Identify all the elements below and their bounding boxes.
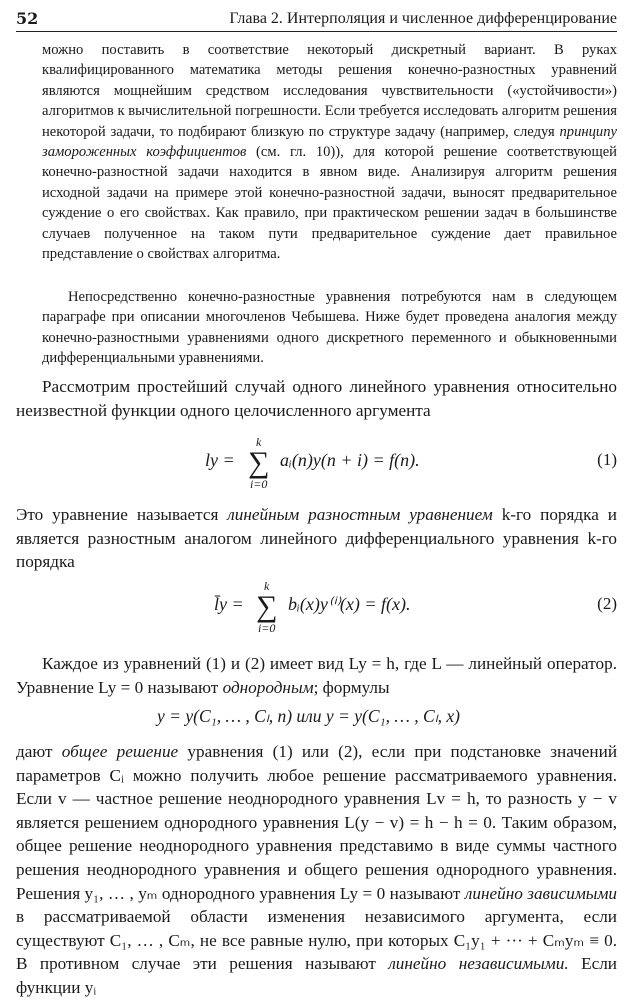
equation-text: y = y(C₁, … , Cₗ, n) или y = y(C₁, … , Cₗ, x): [157, 706, 460, 726]
page-header: [16, 8, 617, 32]
equation-rhs: bᵢ(x)y⁽ⁱ⁾(x) = f(x).: [288, 594, 411, 614]
paragraph-intro: [16, 375, 617, 422]
sum-lower-limit: i=0: [249, 477, 268, 491]
small-paragraph-2: [42, 287, 617, 369]
text-run: дают: [16, 742, 53, 761]
equation-general-solution: [0, 706, 617, 727]
equation-2: [0, 580, 617, 640]
equation-lhs: l̄y =: [214, 594, 244, 614]
text-run: Рассмотрим простейший случай одного линейного уравнения относительно неизвестной функции одного целочисленного аргумента: [16, 377, 617, 420]
equation-1: [0, 436, 617, 496]
text-run: Каждое из уравнений (1) и (2) имеет вид Ly = h, где L — линейный оператор. Уравнение Ly = 0 называют: [16, 654, 617, 697]
equation-number: (1): [597, 450, 617, 469]
sum-upper-limit: k: [256, 435, 262, 449]
text-run: Непосредственно конечно-разностные уравнения потребуются нам в следующем параграфе при описании многочленов Чебышева. Ниже будет проведена аналогия между конечно-разностными уравнениями одного дискретного переменного и обыкновенными дифференциальными уравнениями.: [42, 289, 617, 367]
italic-term: общее решение: [61, 742, 179, 761]
text-run: ; формулы: [313, 677, 390, 697]
italic-term: принципу замороженных коэффициентов: [42, 123, 617, 161]
paragraph-definition: [16, 503, 617, 574]
small-paragraph-1: [42, 40, 617, 264]
summation-symbol: k ∑ i=0: [248, 435, 270, 491]
sum-lower-limit: i=0: [257, 621, 276, 635]
text-run: уравнения (1) или (2), если при подстановке значений параметров Cᵢ можно получить любое решение рассматриваемого уравнения. Если v — частное решение неоднородного уравнения Lv = h, то разность y − v является решением однородного уравнения L(y − v) = h − h = 0. Таким образом, общее решение неоднородного уравнения представимо в виде суммы частного решения неоднородного уравнения и общего решения однородного уравнения. Решения y₁, … , yₘ однородного уравнения Ly = 0 называют: [16, 742, 618, 903]
equation-lhs: ly =: [205, 450, 235, 470]
italic-term: линейно зависимыми: [464, 883, 618, 903]
italic-term: линейным разностным уравнением: [227, 505, 493, 524]
paragraph-operator: [16, 652, 617, 699]
italic-term: однородным: [222, 677, 314, 697]
running-title: Глава 2. Интерполяция и численное дифференцирование: [229, 10, 617, 27]
equation-number: (2): [597, 594, 617, 613]
text-run: Это уравнение называется: [16, 505, 219, 524]
sum-upper-limit: k: [264, 579, 270, 593]
equation-rhs: aᵢ(n)y(n + i) = f(n).: [280, 450, 420, 470]
text-run: можно поставить в соответствие некоторый дискретный вариант. В руках квалифицированного математика методы решения конечно-разностных уравнений являются мощнейшим средством исследования чувствительности («устойчивости») алгоритмов к вычислительной погрешности. Если требуется исследовать алгоритм решения некоторой задачи, то подбирают близкую по структуре задачу (например, следуя: [42, 42, 617, 140]
text-run: в рассматриваемой области изменения независимого аргумента, если существуют C₁, … , Cₘ, не все равные нулю, при которых C₁y₁ + ··· + Cₘyₘ ≡ 0. В противном случае эти решения называют: [16, 907, 617, 974]
text-run: k-го порядка и является разностным аналогом линейного дифференциального уравнения k-го порядка: [16, 505, 617, 572]
summation-symbol: k ∑ i=0: [256, 579, 278, 635]
text-run: Если функции yᵢ: [16, 954, 617, 997]
paragraph-general-solution: [16, 740, 617, 1000]
page-number: 52: [16, 9, 39, 28]
italic-term: линейно независимыми.: [388, 954, 569, 974]
text-run: (см. гл. 10)), для которой решение соответствующей конечно-разностной задачи находится в явном виде. Анализируя алгоритм решения исходной задачи на примере этой конечно-разностной задачи, выносят предварительное суждение о его свойствах. Как правило, при практическом решении задач в большинстве случаев полученное на таком пути предварительное суждение дает правильное представление о свойствах алгоритма.: [42, 144, 617, 263]
